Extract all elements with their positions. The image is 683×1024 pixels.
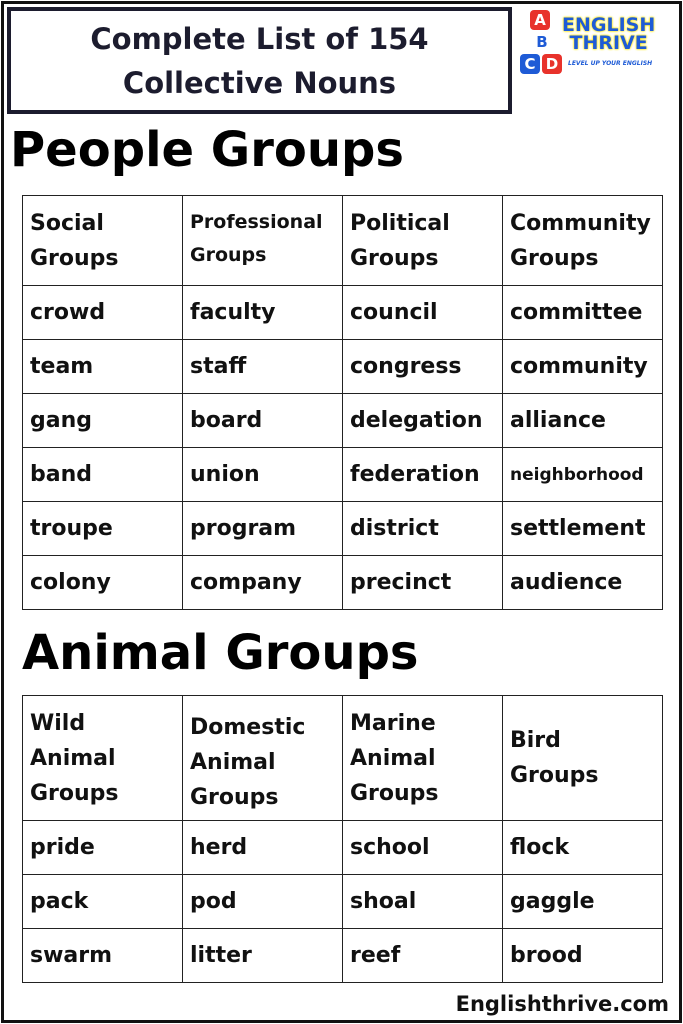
column-header: Community Groups — [503, 196, 663, 286]
table-cell: pride — [23, 821, 183, 875]
table-row — [23, 875, 663, 929]
table-cell: precinct — [343, 556, 503, 610]
table-cell: program — [183, 502, 343, 556]
table-cell: reef — [343, 929, 503, 983]
logo-block-d: D — [542, 54, 562, 74]
table-cell: brood — [503, 929, 663, 983]
table-cell: council — [343, 286, 503, 340]
table-cell: audience — [503, 556, 663, 610]
table-row — [23, 502, 663, 556]
column-header: Wild Animal Groups — [23, 696, 183, 821]
logo-block-b: B — [536, 33, 548, 51]
table-cell: colony — [23, 556, 183, 610]
brand-line-2: THRIVE — [569, 32, 648, 54]
people-groups-heading: People Groups — [10, 122, 404, 178]
title-line-2: Collective Nouns — [122, 65, 397, 100]
column-header: Domestic Animal Groups — [183, 696, 343, 821]
website-footer: Englishthrive.com — [455, 992, 669, 1016]
table-cell: staff — [183, 340, 343, 394]
table-cell: congress — [343, 340, 503, 394]
title-line-1: Complete List of 154 — [90, 21, 429, 56]
header-row — [23, 696, 663, 821]
table-cell: crowd — [23, 286, 183, 340]
people-groups-table — [22, 195, 663, 610]
table-cell: pack — [23, 875, 183, 929]
table-cell: shoal — [343, 875, 503, 929]
table-row — [23, 821, 663, 875]
table-cell: swarm — [23, 929, 183, 983]
table-cell: gaggle — [503, 875, 663, 929]
table-cell: school — [343, 821, 503, 875]
table-row — [23, 340, 663, 394]
table-cell: settlement — [503, 502, 663, 556]
table-row — [23, 929, 663, 983]
table-row — [23, 448, 663, 502]
table-row — [23, 556, 663, 610]
animal-groups-table — [22, 695, 663, 983]
table-cell: federation — [343, 448, 503, 502]
table-cell: neighborhood — [503, 448, 663, 502]
logo-tagline: LEVEL UP YOUR ENGLISH — [568, 60, 653, 67]
brand-line-1: ENGLISH — [562, 14, 656, 36]
logo-brand — [562, 16, 655, 52]
table-cell: company — [183, 556, 343, 610]
table-cell: pod — [183, 875, 343, 929]
table-cell: flock — [503, 821, 663, 875]
title-box — [7, 7, 512, 114]
column-header: Social Groups — [23, 196, 183, 286]
table-cell: delegation — [343, 394, 503, 448]
table-cell: band — [23, 448, 183, 502]
table-cell: community — [503, 340, 663, 394]
column-header: Political Groups — [343, 196, 503, 286]
table-row — [23, 394, 663, 448]
table-cell: board — [183, 394, 343, 448]
table-cell: litter — [183, 929, 343, 983]
table-cell: gang — [23, 394, 183, 448]
table-cell: faculty — [183, 286, 343, 340]
header-row — [23, 196, 663, 286]
column-header: Marine Animal Groups — [343, 696, 503, 821]
table-cell: team — [23, 340, 183, 394]
logo-block-a: A — [530, 10, 550, 30]
table-cell: troupe — [23, 502, 183, 556]
table-row — [23, 286, 663, 340]
table-cell: alliance — [503, 394, 663, 448]
column-header: Bird Groups — [503, 696, 663, 821]
table-cell: district — [343, 502, 503, 556]
column-header: Professional Groups — [183, 196, 343, 286]
animal-groups-heading: Animal Groups — [22, 625, 419, 681]
table-cell: union — [183, 448, 343, 502]
table-cell: herd — [183, 821, 343, 875]
logo-block-c: C — [520, 54, 540, 74]
english-thrive-logo — [520, 8, 670, 78]
table-cell: committee — [503, 286, 663, 340]
